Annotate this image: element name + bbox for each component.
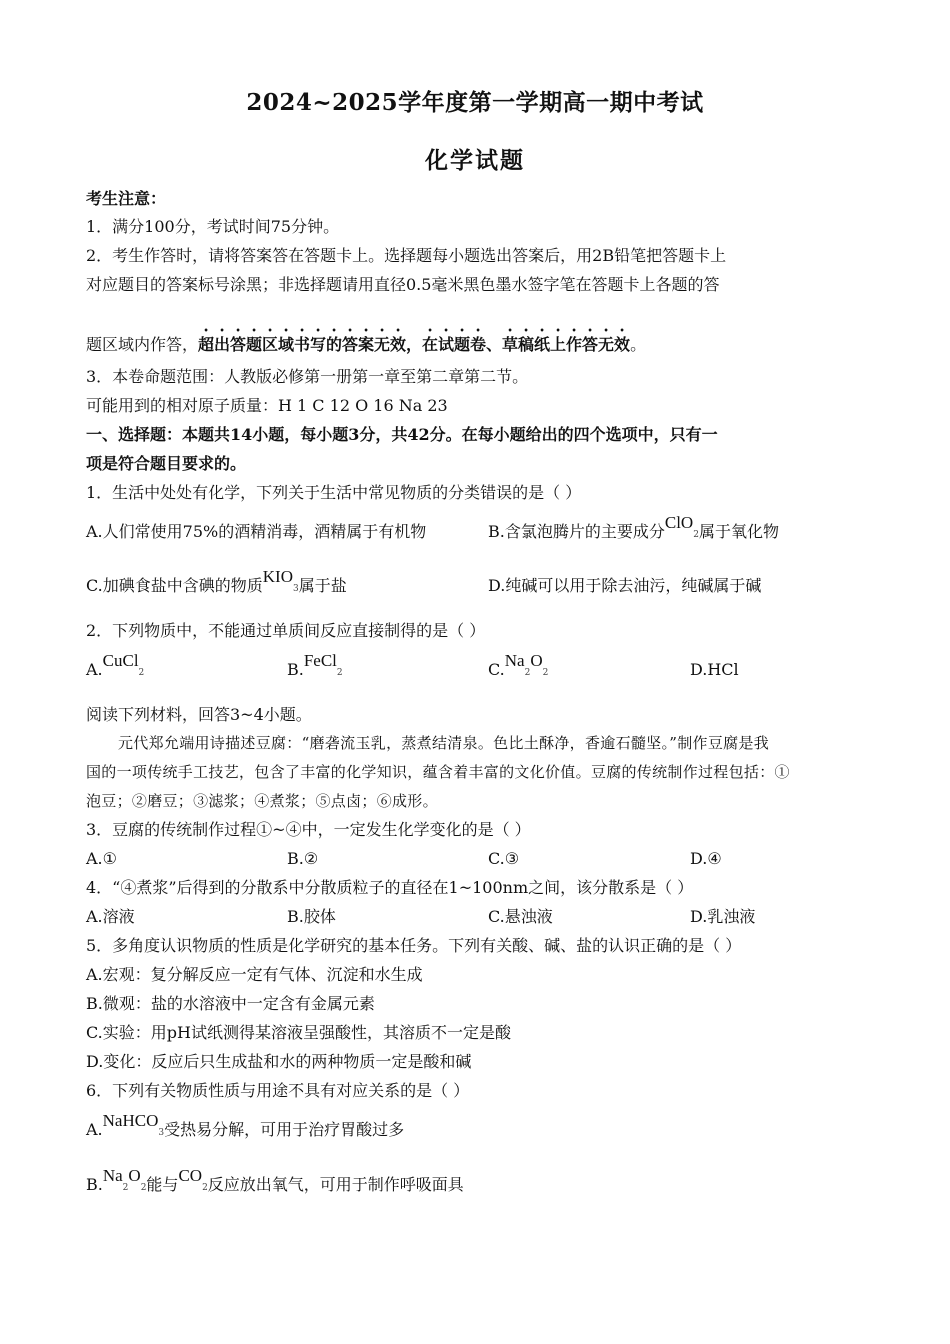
q6-option-b-sub-3: 2 — [202, 1183, 208, 1193]
notice-item-2-line-1: 2．考生作答时，请将答案答在答题卡上。选择题每小题选出答案后，用2B铅笔把答题卡上 — [86, 246, 727, 265]
q4-option-a: A.溶液 — [86, 907, 135, 926]
q1-option-c-post: 属于盐 — [298, 576, 347, 595]
q2-option-a-sub: 2 — [138, 668, 145, 678]
q2-option-c-label: C. — [488, 660, 505, 679]
reading-intro: 阅读下列材料，回答3~4小题。 — [86, 705, 312, 724]
q1-option-b — [488, 513, 779, 546]
notice-item-3: 3．本卷命题范围：人教版必修第一册第一章至第二章第二节。 — [86, 367, 529, 386]
q1-option-c-sub: 3 — [292, 584, 299, 594]
q3-option-b: B.② — [287, 849, 319, 868]
q6-option-b-label: B. — [86, 1175, 103, 1194]
atomic-mass-line: 可能用到的相对原子质量：H 1 C 12 O 16 Na 23 — [86, 396, 448, 415]
subject-title: 化学试题 — [425, 147, 525, 174]
q6-option-b-post: 反应放出氧气，可用于制作呼吸面具 — [207, 1175, 464, 1194]
notice-warning-1: 超出答题区域书写的答案无效 — [198, 335, 407, 354]
q2-option-a — [86, 651, 145, 684]
notice-period: 。 — [630, 335, 647, 354]
q2-option-c-sub-2: 2 — [542, 668, 549, 678]
q2-option-a-label: A. — [86, 660, 103, 679]
q1-option-c — [86, 567, 347, 600]
q3-stem: 3．豆腐的传统制作过程①~④中，一定发生化学变化的是（ ） — [86, 820, 531, 839]
q2-option-c-formula-1: Na — [504, 651, 525, 670]
q4-option-d: D.乳浊液 — [690, 907, 756, 926]
q5-option-d: D.变化：反应后只生成盐和水的两种物质一定是酸和碱 — [86, 1052, 472, 1071]
q2-stem: 2．下列物质中，不能通过单质间反应直接制得的是（ ） — [86, 621, 486, 640]
reading-passage-line-3: 泡豆；②磨豆；③滤浆；④煮浆；⑤点卤；⑥成形。 — [86, 792, 438, 810]
q4-option-c: C.悬浊液 — [488, 907, 553, 926]
q5-option-c: C.实验：用pH试纸测得某溶液呈强酸性，其溶质不一定是酸 — [86, 1023, 511, 1042]
q1-option-a: A.人们常使用75%的酒精消毒，酒精属于有机物 — [86, 522, 427, 541]
q6-option-b-formula-3: CO — [178, 1166, 203, 1185]
q2-option-b-sub: 2 — [336, 668, 343, 678]
section-heading-line-1: 一、选择题：本题共14小题，每小题3分，共42分。在每小题给出的四个选项中，只有一 — [86, 425, 718, 444]
notice-separator: ， — [406, 335, 423, 354]
q2-option-c-sub-1: 2 — [524, 668, 531, 678]
q6-option-a-sub: 3 — [158, 1128, 165, 1138]
q1-option-b-formula: ClO — [664, 513, 694, 532]
section-heading-line-2: 项是符合题目要求的。 — [86, 454, 247, 473]
q3-option-a: A.① — [86, 849, 117, 868]
q6-option-a — [86, 1111, 405, 1144]
q2-option-c-formula-2: O — [530, 651, 543, 670]
notice-heading: 考生注意： — [86, 189, 167, 208]
q4-option-b: B.胶体 — [287, 907, 336, 926]
notice-warning-2: 在试题卷、草稿纸上作答无效 — [422, 335, 631, 354]
q1-option-b-post: 属于氧化物 — [698, 522, 779, 541]
q1-option-d: D.纯碱可以用于除去油污，纯碱属于碱 — [488, 576, 762, 595]
q1-option-b-sub: 2 — [693, 530, 699, 540]
q6-option-b-formula-2: O — [128, 1166, 141, 1185]
q3-option-d: D.④ — [690, 849, 722, 868]
q2-option-b-formula: FeCl — [303, 651, 337, 670]
q4-stem: 4．“④煮浆”后得到的分散系中分散质粒子的直径在1~100nm之间，该分散系是（ ） — [86, 878, 694, 897]
q6-option-b — [86, 1166, 464, 1199]
q6-option-a-label: A. — [86, 1120, 103, 1139]
notice-plain-text: 题区域内作答， — [86, 335, 199, 354]
q6-stem: 6．下列有关物质性质与用途不具有对应关系的是（ ） — [86, 1081, 470, 1100]
notice-item-2-line-2: 对应题目的答案标号涂黑；非选择题请用直径0.5毫米黑色墨水签字笔在答题卡上各题的答 — [86, 275, 720, 294]
exam-title: 2024~2025学年度第一学期高一期中考试 — [246, 89, 704, 116]
q5-stem: 5．多角度认识物质的性质是化学研究的基本任务。下列有关酸、碱、盐的认识正确的是（ ） — [86, 936, 742, 955]
q2-option-c — [488, 651, 549, 684]
q1-option-c-formula: KIO — [262, 567, 293, 586]
q6-option-a-formula: NaHCO — [102, 1111, 159, 1130]
q2-option-a-formula: CuCl — [102, 651, 139, 670]
q6-option-b-sub-2: 2 — [140, 1183, 147, 1193]
q6-option-b-formula-1: Na — [102, 1166, 123, 1185]
q6-option-a-post: 受热易分解，可用于治疗胃酸过多 — [164, 1120, 405, 1139]
q5-option-b: B.微观：盐的水溶液中一定含有金属元素 — [86, 994, 375, 1013]
q2-option-d: D.HCl — [690, 660, 739, 679]
reading-passage-line-2: 国的一项传统手工技艺，包含了丰富的化学知识，蕴含着丰富的文化价值。豆腐的传统制作过程包括：① — [86, 763, 790, 781]
q1-stem: 1．生活中处处有化学，下列关于生活中常见物质的分类错误的是（ ） — [86, 483, 582, 502]
q5-option-a: A.宏观：复分解反应一定有气体、沉淀和水生成 — [86, 965, 423, 984]
q6-option-b-sub-1: 2 — [122, 1183, 129, 1193]
q2-option-b — [287, 651, 343, 684]
q6-option-b-mid: 能与 — [146, 1175, 179, 1194]
q1-option-c-text: C.加碘食盐中含碘的物质 — [86, 576, 263, 595]
q2-option-b-label: B. — [287, 660, 304, 679]
q3-option-c: C.③ — [488, 849, 520, 868]
notice-item-2-line-3 — [86, 325, 646, 356]
q1-option-b-text: B.含氯泡腾片的主要成分 — [488, 522, 665, 541]
notice-item-1: 1．满分100分，考试时间75分钟。 — [86, 217, 340, 236]
reading-passage-line-1: 元代郑允端用诗描述豆腐：“磨砻流玉乳，蒸煮结清泉。色比土酥净，香逾石髓坚。”制作豆腐是我 — [118, 734, 770, 752]
